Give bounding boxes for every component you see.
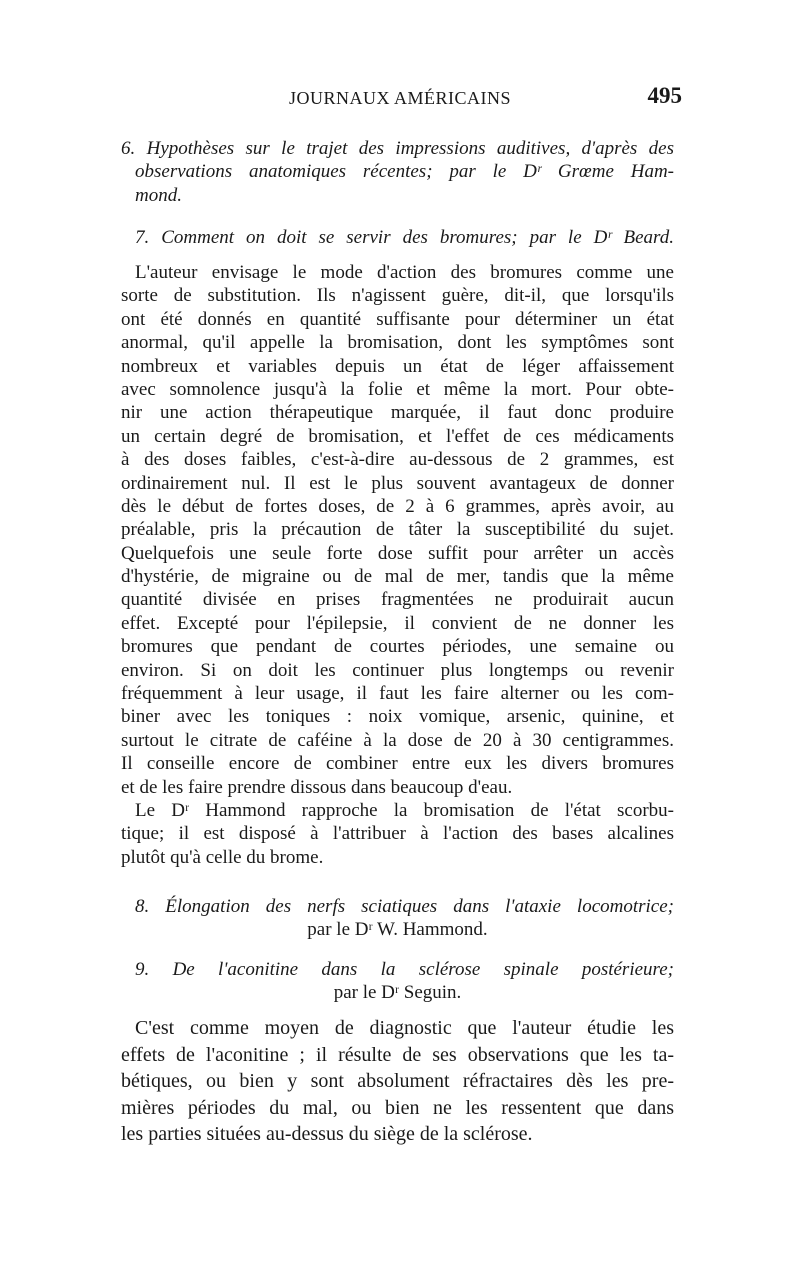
- text-line: L'auteur envisage le mode d'action des bromures comme une: [135, 262, 674, 283]
- text-line: à des doses faibles, c'est-à-dire au-dessous de 2 grammes, est: [121, 449, 674, 471]
- text-line: ont été donnés en quantité suffisante pour déterminer un état: [121, 308, 674, 330]
- section-7-heading: [121, 226, 674, 249]
- text-line: bétiques, ou bien y sont absolument réfractaires dès les pre-: [121, 1070, 674, 1092]
- text-line: Le Dʳ Hammond rapproche la bromisation de l'état scorbu-: [135, 799, 674, 821]
- section-7-body: [121, 261, 674, 869]
- section-9-heading: [121, 958, 674, 1005]
- section-9-body: [121, 1015, 674, 1148]
- text-line: quantité divisée en prises fragmentées ne produirait aucun: [121, 589, 674, 611]
- text-line: fréquemment à leur usage, il faut les faire alterner ou les com-: [121, 683, 674, 705]
- text-line: surtout le citrate de caféine à la dose de 20 à 30 centigrammes.: [121, 729, 674, 751]
- text-line: 9. De l'aconitine dans la sclérose spinale postérieure;: [135, 959, 674, 980]
- section-6-heading: [121, 137, 674, 207]
- text-line: et de les faire prendre dissous dans beaucoup d'eau.: [121, 776, 513, 798]
- section-8-heading: [121, 895, 674, 942]
- text-line: Il conseille encore de combiner entre eux les divers bromures: [121, 753, 674, 775]
- text-line: avec somnolence jusqu'à la folie et même la mort. Pour obte-: [121, 378, 674, 400]
- text-line: nombreux et variables depuis un état de léger affaissement: [121, 355, 674, 377]
- text-line: bromures que pendant de courtes périodes, une semaine ou: [121, 636, 674, 658]
- text-line: par le Dʳ W. Hammond.: [307, 919, 488, 941]
- text-line: 8. Élongation des nerfs sciatiques dans l'ataxie locomotrice;: [135, 896, 674, 917]
- text-line: 7. Comment on doit se servir des bromures; par le Dʳ Beard.: [135, 227, 674, 248]
- text-line: nir une action thérapeutique marquée, il faut donc produire: [121, 402, 674, 424]
- text-line: effet. Excepté pour l'épilepsie, il convient de ne donner les: [121, 612, 674, 634]
- text-line: préalable, pris la précaution de tâter la susceptibilité du sujet.: [121, 519, 674, 541]
- text-line: dès le début de fortes doses, de 2 à 6 grammes, après avoir, au: [121, 495, 674, 517]
- text-line: C'est comme moyen de diagnostic que l'auteur étudie les: [135, 1017, 674, 1039]
- text-line: sorte de substitution. Ils n'agissent guère, dit-il, que lorsqu'ils: [121, 285, 674, 307]
- text-line: plutôt qu'à celle du brome.: [121, 846, 324, 868]
- text-line: mond.: [135, 184, 182, 206]
- text-line: anormal, qu'il appelle la bromisation, dont les symptômes sont: [121, 332, 674, 354]
- text-line: par le Dʳ Seguin.: [333, 982, 462, 1004]
- text-line: les parties situées au-dessus du siège de la sclérose.: [121, 1123, 533, 1145]
- text-line: ordinairement nul. Il est le plus souvent avantageux de donner: [121, 472, 674, 494]
- text-line: biner avec les toniques : noix vomique, arsenic, quinine, et: [121, 706, 674, 728]
- text-line: mières périodes du mal, ou bien ne les ressentent que dans: [121, 1096, 674, 1119]
- text-line: d'hystérie, de migraine ou de mal de mer, tandis que la même: [121, 566, 674, 588]
- text-line: tique; il est disposé à l'attribuer à l'action des bases alcalines: [121, 823, 674, 845]
- text-line: effets de l'aconitine ; il résulte de ses observations que les ta-: [121, 1043, 674, 1066]
- page-number: 495: [647, 83, 682, 108]
- text-line: observations anatomiques récentes; par le Dʳ Grœme Ham-: [135, 161, 674, 183]
- text-line: Quelquefois une seule forte dose suffit pour arrêter un accès: [121, 542, 674, 564]
- text-line: environ. Si on doit les continuer plus longtemps ou revenir: [121, 659, 674, 681]
- text-line: un certain degré de bromisation, et l'effet de ces médicaments: [121, 425, 674, 447]
- text-line: 6. Hypothèses sur le trajet des impressions auditives, d'après des: [121, 138, 674, 159]
- running-header: JOURNAUX AMÉRICAINS: [288, 88, 512, 108]
